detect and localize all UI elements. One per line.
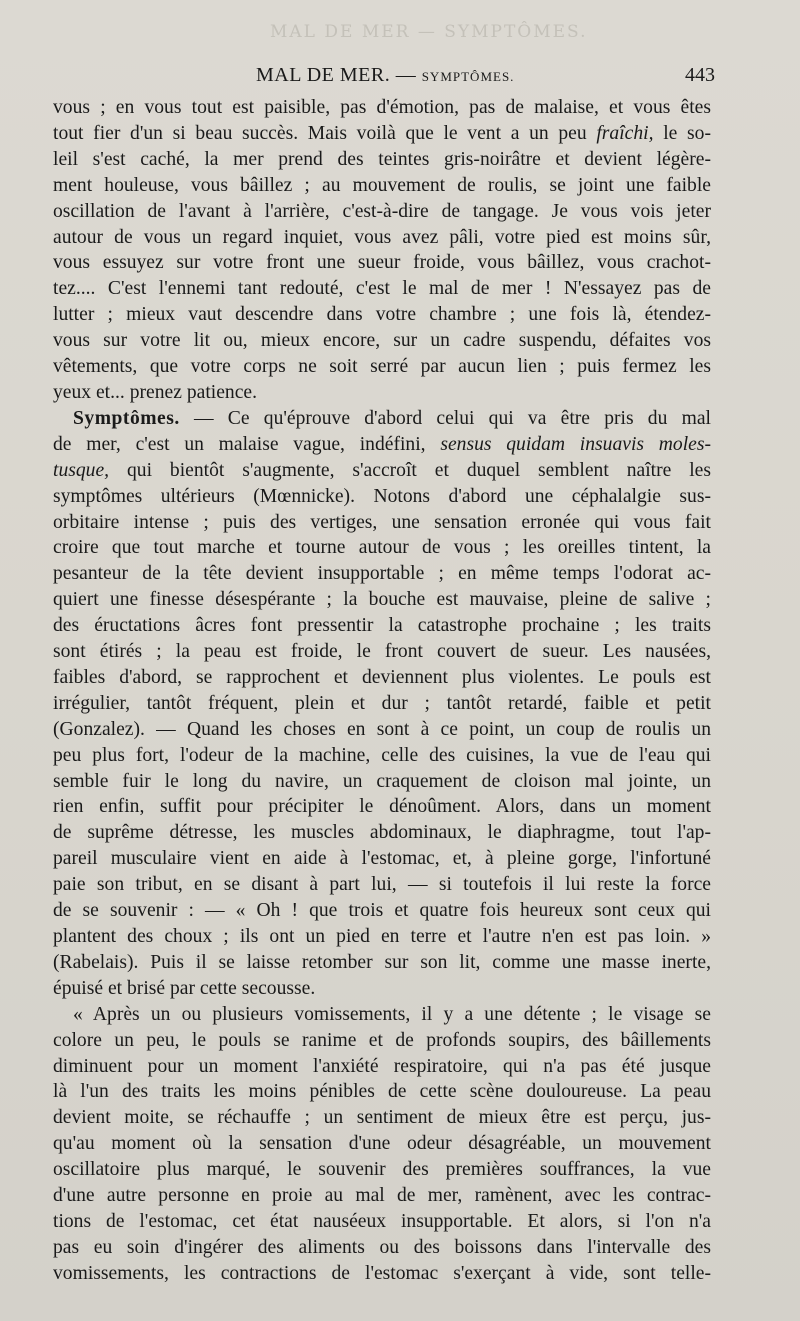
- text-line: vous ; en vous tout est paisible, pas d'émotion, pas de malaise, et vous êtes: [53, 97, 711, 118]
- text-line: peu plus fort, l'odeur de la machine, celle des cuisines, la vue de l'eau qui: [53, 744, 711, 766]
- text-line: paie son tribut, en se disant à part lui, — si toutefois il lui reste la force: [53, 874, 711, 896]
- text-line: pas eu soin d'ingérer des aliments ou des boissons dans l'intervalle des: [53, 1236, 711, 1258]
- text-line: qu'au moment où la sensation d'une odeur désagréable, un mouvement: [53, 1133, 711, 1155]
- text-line: croire que tout marche et tourne autour de vous ; les oreilles tintent, la: [53, 537, 711, 559]
- text-line: de se souvenir : — « Oh ! que trois et quatre fois heureux sont ceux qui: [53, 900, 711, 922]
- text-line: ment houleuse, vous bâillez ; au mouvement de roulis, se joint une faible: [53, 174, 711, 196]
- text-line: irrégulier, tantôt fréquent, plein et dur ; tantôt retardé, faible et petit: [53, 692, 711, 714]
- paragraph-3: [53, 1002, 711, 1287]
- text-line: oscillation de l'avant à l'arrière, c'est-à-dire de tangage. Je vous vois jeter: [53, 200, 711, 222]
- text-line: symptômes ultérieurs (Mœnnicke). Notons d'abord une céphalalgie sus-: [53, 485, 711, 507]
- text-line: plantent des choux ; ils ont un pied en terre et l'autre n'en est pas loin. »: [53, 926, 711, 947]
- page-body: [53, 95, 711, 1287]
- text-line: Symptômes. — Ce qu'éprouve d'abord celui qui va être pris du mal: [73, 407, 711, 429]
- text-line: lutter ; mieux vaut descendre dans votre chambre ; une fois là, étendez-: [53, 304, 711, 326]
- text-line: sont étirés ; la peau est froide, le front couvert de sueur. Les nausées,: [53, 641, 711, 663]
- text-line: pareil musculaire vient en aide à l'estomac, et, à pleine gorge, l'infortuné: [53, 848, 711, 870]
- text-line: tions de l'estomac, cet état nauséeux insupportable. Et alors, si l'on n'a: [53, 1210, 711, 1232]
- text-line: (Rabelais). Puis il se laisse retomber sur son lit, comme une masse inerte,: [53, 951, 711, 973]
- text-line: de suprême détresse, les muscles abdominaux, le diaphragme, tout l'ap-: [53, 822, 711, 844]
- text-line: vêtements, que votre corps ne soit serré par aucun lien ; puis fermez les: [53, 356, 711, 378]
- text-line: là l'un des traits les moins pénibles de cette scène douloureuse. La peau: [53, 1081, 711, 1103]
- page-number: 443: [685, 64, 715, 86]
- text-line: quiert une finesse désespérante ; la bouche est mauvaise, pleine de salive ;: [53, 589, 711, 611]
- text-line: tout fier d'un si beau succès. Mais voilà que le vent a un peu fraîchi, le so-: [53, 122, 711, 144]
- text-line: vous sur votre lit ou, mieux encore, sur un cadre suspendu, défaites vos: [53, 330, 711, 352]
- text-line: colore un peu, le pouls se ranime et de profonds soupirs, des bâillements: [53, 1029, 711, 1051]
- running-title: MAL DE MER. — SYMPTÔMES.: [256, 64, 515, 86]
- text-line: tusque, qui bientôt s'augmente, s'accroît et duquel semblent naître les: [53, 459, 711, 481]
- text-line: orbitaire intense ; puis des vertiges, une sensation erronée qui vous fait: [53, 511, 711, 533]
- text-line: autour de vous un regard inquiet, vous avez pâli, votre pied est moins sûr,: [53, 226, 711, 248]
- text-line: (Gonzalez). — Quand les choses en sont à ce point, un coup de roulis un: [53, 718, 711, 740]
- text-line: de mer, c'est un malaise vague, indéfini, sensus quidam insuavis moles-: [53, 433, 712, 455]
- text-line: leil s'est caché, la mer prend des teintes gris-noirâtre et devient légère-: [53, 148, 711, 170]
- paragraph-1: [53, 95, 711, 406]
- text-line: « Après un ou plusieurs vomissements, il y a une détente ; le visage se: [73, 1003, 711, 1025]
- section-heading: Symptômes.: [73, 407, 180, 429]
- text-line: vomissements, les contractions de l'estomac s'exerçant à vide, sont telle-: [53, 1262, 711, 1284]
- text-line: oscillatoire plus marqué, le souvenir des premières souffrances, la vue: [53, 1159, 711, 1181]
- paragraph-symptoms: [53, 406, 711, 1002]
- text-line: devient moite, se réchauffe ; un sentiment de mieux être est perçu, jus-: [53, 1107, 711, 1129]
- text-line: rien enfin, suffit pour précipiter le dénoûment. Alors, dans un moment: [53, 796, 711, 818]
- text-line: vous essuyez sur votre front une sueur froide, vous bâillez, vous crachot-: [53, 252, 711, 274]
- text-line: faibles d'abord, se rapprochent et deviennent plus violentes. Le pouls est: [53, 666, 711, 688]
- text-line: des éructations âcres font pressentir la catastrophe prochaine ; les traits: [53, 615, 711, 637]
- text-line: pesanteur de la tête devient insupportable ; en même temps l'odorat ac-: [53, 563, 711, 585]
- text-line: tez.... C'est l'ennemi tant redouté, c'est le mal de mer ! N'essayez pas de: [53, 278, 711, 300]
- text-line: yeux et... prenez patience.: [53, 381, 257, 403]
- bleed-through-text: MAL DE MER — SYMPTÔMES.: [270, 22, 588, 42]
- text-line: semble fuir le long du navire, un craquement de cloison mal jointe, un: [53, 770, 711, 792]
- text-line: d'une autre personne en proie au mal de mer, ramènent, avec les contrac-: [53, 1185, 711, 1207]
- text-line: diminuent pour un moment l'anxiété respiratoire, qui n'a pas été jusque: [53, 1055, 711, 1077]
- running-header: [50, 64, 715, 90]
- text-line: épuisé et brisé par cette secousse.: [53, 977, 316, 999]
